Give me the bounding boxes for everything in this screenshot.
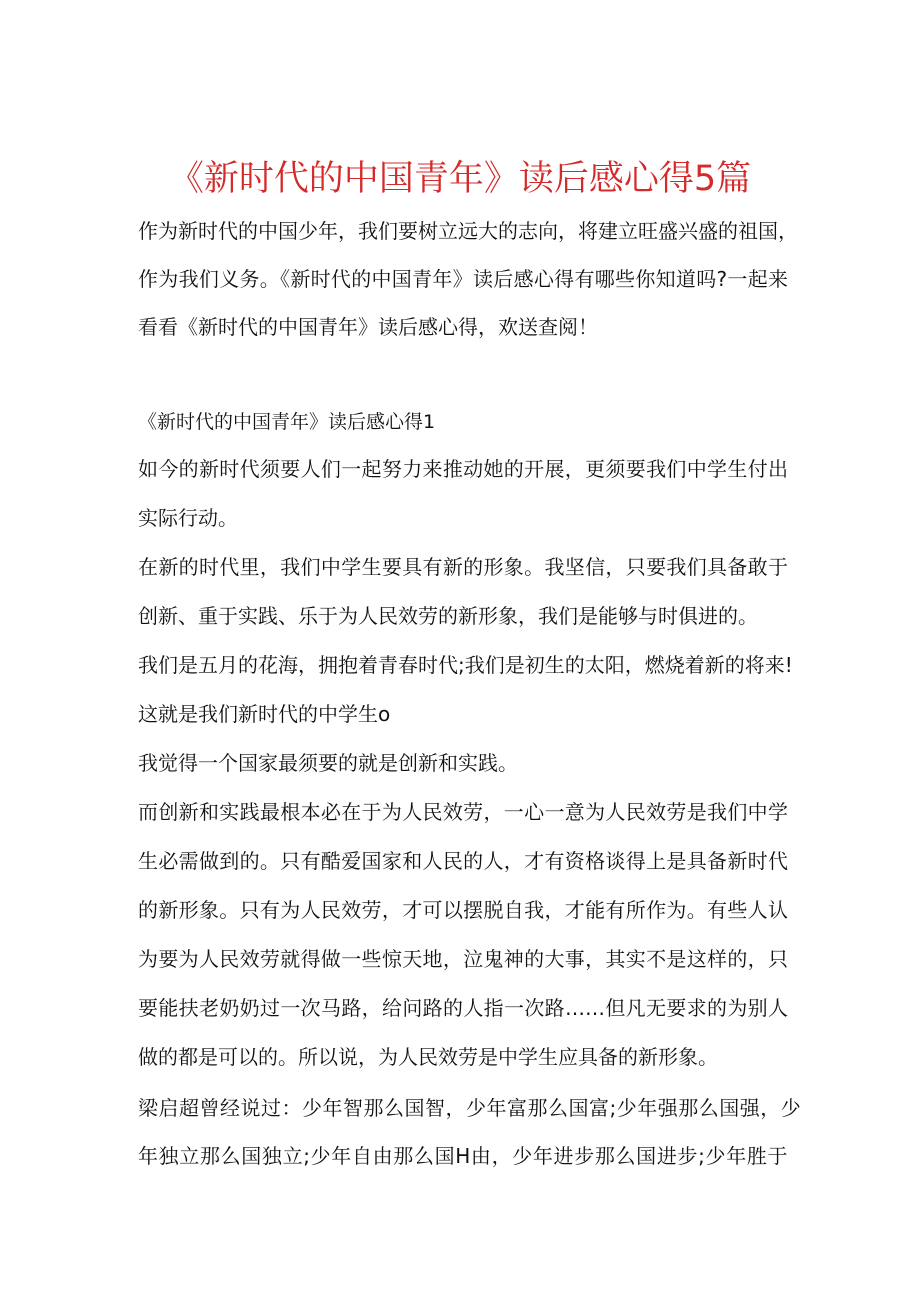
body-line: 我觉得一个国家最须要的就是创新和实践。 (138, 751, 518, 775)
section-heading: 《新时代的中国青年》读后感心得1 (138, 411, 436, 433)
body-line: 要能扶老奶奶过一次马路，给问路的人指一次路……但凡无要求的为别人 (138, 996, 788, 1020)
body-line: 的新形象。只有为人民效劳，才可以摆脱自我，才能有所作为。有些人认 (138, 898, 788, 922)
intro-line: 作为新时代的中国少年，我们要树立远大的志向，将建立旺盛兴盛的祖国， (138, 219, 798, 243)
intro-paragraph (138, 207, 798, 351)
intro-line: 看看《新时代的中国青年》读后感心得，欢送查阅！ (138, 315, 598, 339)
body-line: 生必需做到的。只有酷爱国家和人民的人，才有资格谈得上是具备新时代 (138, 849, 788, 873)
quote-line: 年独立那么国独立;少年自由那么国H由，少年进步那么国进步;少年胜于 (138, 1144, 788, 1168)
body-line: 这就是我们新时代的中学生o (138, 702, 391, 726)
body-line: 我们是五月的花海，拥抱着青春时代;我们是初生的太阳，燃烧着新的将来! (138, 653, 793, 677)
body-line: 在新的时代里，我们中学生要具有新的形象。我坚信，只要我们具备敢于 (138, 555, 788, 579)
body-line: 实际行动。 (138, 506, 238, 530)
body-paragraphs (138, 445, 793, 1082)
quote-line: 梁启超曾经说过：少年智那么国智，少年富那么国富;少年强那么国强，少 (138, 1096, 802, 1120)
body-line: 做的都是可以的。所以说，为人民效劳是中学生应具备的新形象。 (138, 1045, 718, 1069)
intro-line: 作为我们义务。《新时代的中国青年》读后感心得有哪些你知道吗?一起来 (138, 267, 788, 291)
body-line: 而创新和实践最根本必在于为人民效劳，一心一意为人民效劳是我们中学 (138, 800, 788, 824)
quote-paragraph (138, 1084, 802, 1180)
body-line: 创新、重于实践、乐于为人民效劳的新形象，我们是能够与时俱进的。 (138, 604, 758, 628)
body-line: 为要为人民效劳就得做一些惊天地，泣鬼神的大事，其实不是这样的，只 (138, 947, 788, 971)
document-title: 《新时代的中国青年》读后感心得5篇 (168, 159, 752, 200)
body-line: 如今的新时代须要人们一起努力来推动她的开展，更须要我们中学生付出 (138, 457, 788, 481)
